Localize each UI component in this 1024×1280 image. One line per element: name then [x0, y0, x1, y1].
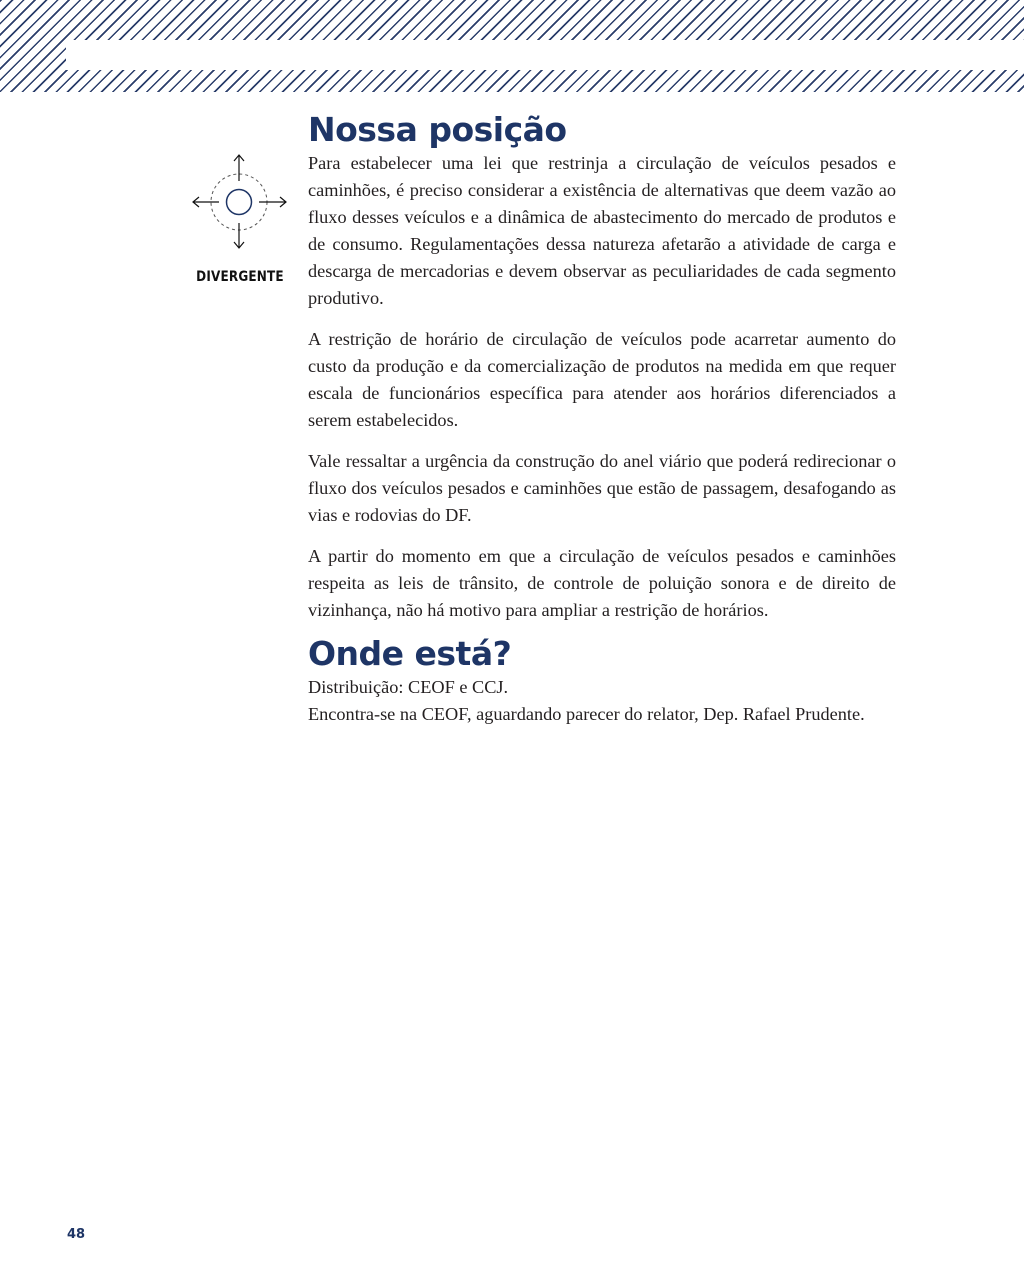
position-heading: Nossa posição: [308, 110, 567, 149]
where-heading: Onde está?: [308, 634, 512, 673]
position-paragraph-4: A partir do momento em que a circulação de veículos pesados e caminhões respeita as leis de trânsito, de controle de poluição sonora e de direito de vizinhança, não há motivo para ampliar a restrição de horários.: [308, 546, 896, 620]
position-paragraph-3: Vale ressaltar a urgência da construção do anel viário que poderá redirecionar o fluxo dos veículos pesados e caminhões que estão de passagem, desafogando as vias e rodovias do DF.: [308, 451, 896, 525]
page-number: 48: [67, 1227, 86, 1242]
divergent-arrows-icon: [186, 150, 294, 254]
distribution-line: Distribuição: CEOF e CCJ.: [308, 677, 509, 697]
header-white-bar: [66, 40, 1024, 70]
main-content: [308, 110, 896, 728]
position-paragraph-2: A restrição de horário de circulação de veículos pode acarretar aumento do custo da produção e da comercialização de produtos na medida em que requer escala de funcionários específica para atender aos horários diferenciados a serem estabelecidos.: [308, 329, 896, 430]
position-label: DIVERGENTE: [196, 269, 284, 285]
status-line: Encontra-se na CEOF, aguardando parecer do relator, Dep. Rafael Prudente.: [308, 704, 865, 724]
position-paragraph-1: Para estabelecer uma lei que restrinja a circulação de veículos pesados e caminhões, é preciso considerar a existência de alternativas que deem vazão ao fluxo desses veículos e a dinâmica de abastecimento do mercado de produtos e de consumo. Regulamentações dessa natureza afetarão a atividade de carga e descarga de mercadorias e devem observar as peculiaridades de cada segmento produtivo.: [308, 153, 896, 308]
